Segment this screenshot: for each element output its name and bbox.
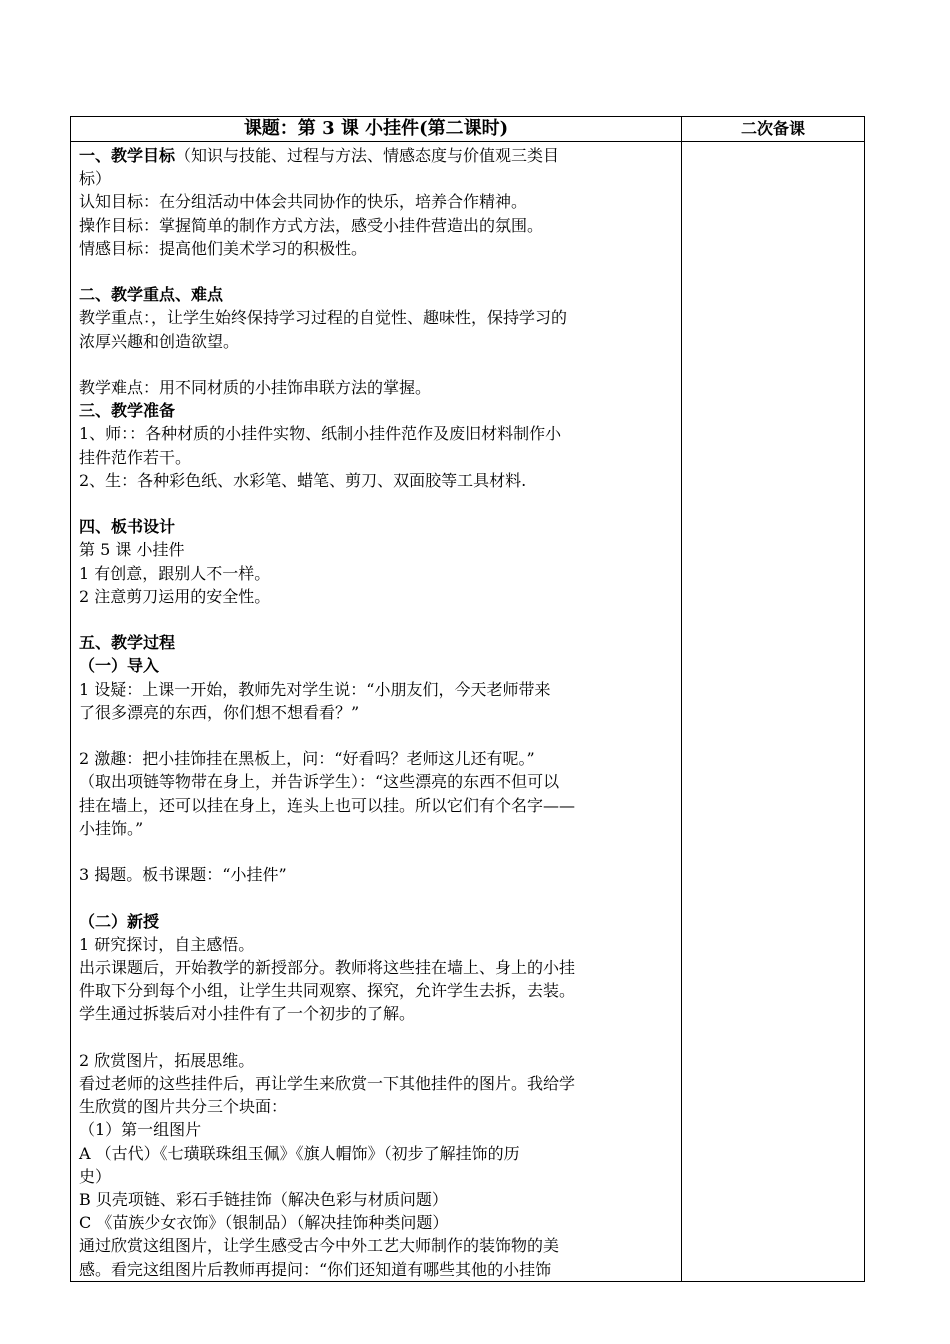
second-prep-column <box>682 142 865 1282</box>
text-line: 1 设疑：上课一开始，教师先对学生说：“小朋友们，今天老师带来 <box>79 679 551 699</box>
spacer <box>79 840 673 863</box>
text-line: 第 5 课 小挂件 <box>79 540 185 560</box>
subsection-intro-heading: （一）导入 <box>79 656 160 676</box>
text-line: 情感目标：提高他们美术学习的积极性。 <box>79 238 368 258</box>
subsection-new-lesson-heading: （二）新授 <box>79 911 160 931</box>
text-line: 出示课题后，开始教学的新授部分。教师将这些挂在墙上、身上的小挂 <box>79 958 576 977</box>
text-line: （1）第一组图片 <box>79 1120 202 1140</box>
text-line: 1 研究探讨，自主感悟。 <box>79 934 255 954</box>
text-line: 认知目标：在分组活动中体会共同协作的快乐，培养合作精神。 <box>79 192 528 212</box>
text-line: 教学重点：，让学生始终保持学习过程的自觉性、趣味性，保持学习的 <box>79 308 568 328</box>
text-line: 感。看完这组图片后教师再提问：“你们还知道有哪些其他的小挂饰 <box>79 1259 552 1279</box>
spacer <box>79 1026 673 1049</box>
section-objectives-heading <box>79 144 673 167</box>
spacer <box>79 886 673 909</box>
section-note: （知识与技能、过程与方法、情感态度与价值观三类目 <box>175 146 560 165</box>
text-line: 2 欣赏图片，拓展思维。 <box>79 1050 255 1070</box>
section-key-points-heading: 二、教学重点、难点 <box>79 285 224 305</box>
text-line: 生欣赏的图片共分三个块面： <box>79 1097 288 1117</box>
spacer <box>79 724 673 747</box>
section-preparation-heading: 三、教学准备 <box>79 401 176 421</box>
text-line: B 贝壳项链、彩石手链挂饰（解决色彩与材质问题） <box>79 1190 448 1210</box>
text-line: 操作目标：掌握简单的制作方式方法，感受小挂件营造出的氛围。 <box>79 215 544 235</box>
text-line: 浓厚兴趣和创造欲望。 <box>79 331 240 351</box>
spacer <box>79 260 673 283</box>
section-process-heading: 五、教学过程 <box>79 633 176 653</box>
body-row <box>71 142 865 1282</box>
text-line: 史） <box>79 1166 112 1186</box>
text-line: （取出项链等物带在身上，并告诉学生）：“这些漂亮的东西不但可以 <box>79 772 560 792</box>
lesson-plan-table <box>70 116 865 1282</box>
text-line: C 《苗族少女衣饰》（银制品）（解决挂饰种类问题） <box>79 1213 449 1233</box>
spacer <box>79 608 673 631</box>
text-line: 挂在墙上，还可以挂在身上，连头上也可以挂。所以它们有个名字—— <box>79 795 576 815</box>
text-line: 通过欣赏这组图片，让学生感受古今中外工艺大师制作的装饰物的美 <box>79 1236 560 1256</box>
header-row <box>71 117 865 142</box>
text-line: 看过老师的这些挂件后，再让学生来欣赏一下其他挂件的图片。我给学 <box>79 1074 576 1093</box>
lesson-title: 课题：第 3 课 小挂件(第二课时) <box>71 117 682 142</box>
text-line: 挂件范作若干。 <box>79 447 192 467</box>
text-line: 3 揭题。板书课题：“小挂件” <box>79 865 287 885</box>
spacer <box>79 353 673 376</box>
text-line: 了很多漂亮的东西，你们想不想看看？” <box>79 702 360 722</box>
section-title: 一、教学目标 <box>79 146 176 165</box>
text-line: 1 有创意，跟别人不一样。 <box>79 563 271 583</box>
text-line: 2 激趣：把小挂饰挂在黑板上，问：“好看吗？老师这儿还有呢。” <box>79 749 535 769</box>
lesson-content <box>71 142 682 1282</box>
text-line: 教学难点：用不同材质的小挂饰串联方法的掌握。 <box>79 378 432 397</box>
text-line: A （古代）《七璜联珠组玉佩》《旗人帽饰》（初步了解挂饰的历 <box>79 1143 520 1163</box>
text-line: 2、生：各种彩色纸、水彩笔、蜡笔、剪刀、双面胶等工具材料. <box>79 470 527 490</box>
text-line: 1、师：：各种材质的小挂件实物、纸制小挂件范作及废旧材料制作小 <box>79 424 562 444</box>
spacer <box>79 492 673 515</box>
text-line: 件取下分到每个小组，让学生共同观察、探究，允许学生去拆，去装。 <box>79 981 576 1001</box>
text-line: 2 注意剪刀运用的安全性。 <box>79 586 271 606</box>
second-prep-title: 二次备课 <box>682 117 865 142</box>
text-line: 标） <box>79 169 112 189</box>
text-line: 小挂饰。” <box>79 818 144 838</box>
section-board-design-heading: 四、板书设计 <box>79 517 176 537</box>
text-line: 学生通过拆装后对小挂件有了一个初步的了解。 <box>79 1004 416 1024</box>
